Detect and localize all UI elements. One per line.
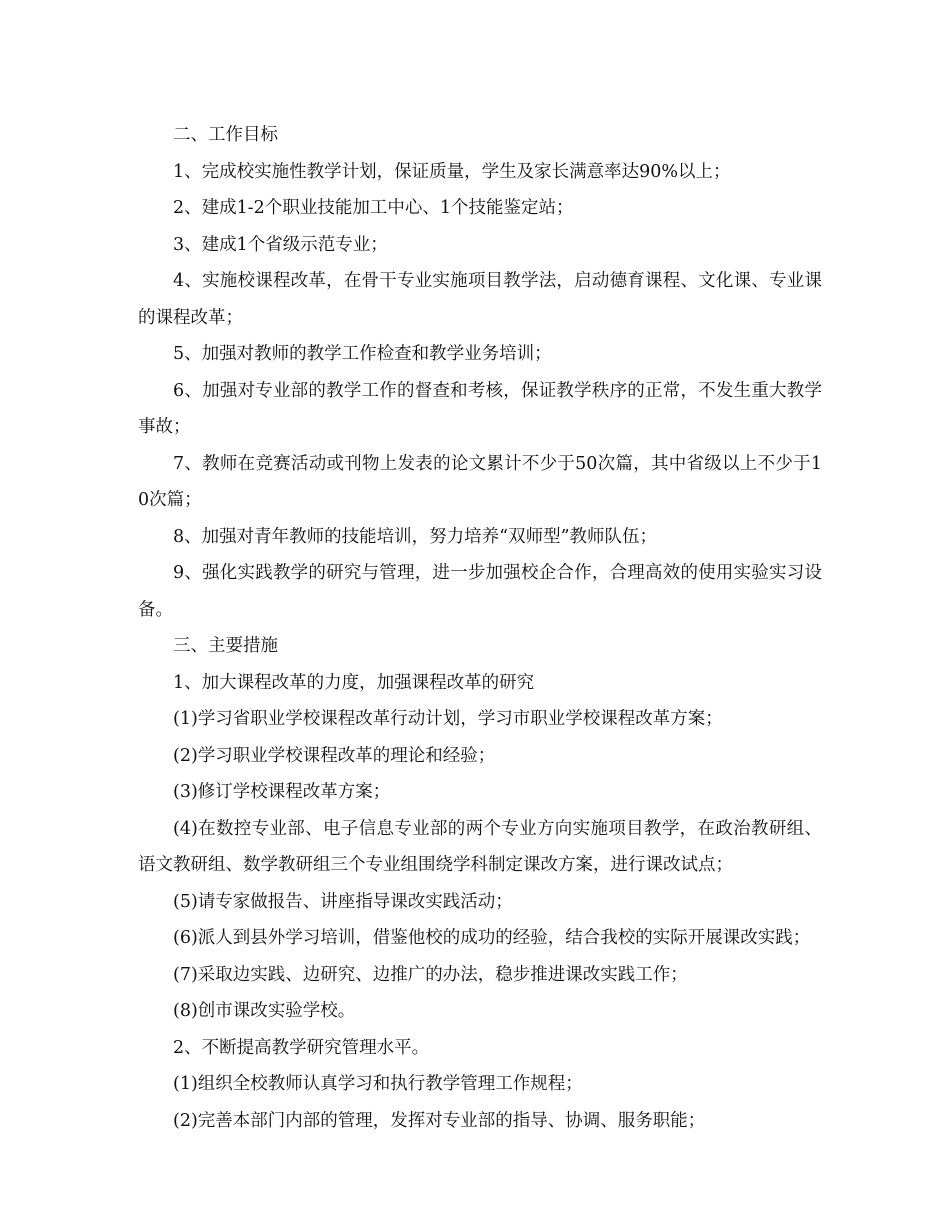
goal-item-5: 5、加强对教师的教学工作检查和教学业务培训； — [173, 344, 552, 364]
document-body — [138, 117, 822, 1139]
section-heading-goals: 二、工作目标 — [173, 125, 278, 145]
goal-item-3: 3、建成1个省级示范专业； — [173, 234, 388, 255]
goal-item-2: 2、建成1-2个职业技能加工中心、1个技能鉴定站； — [173, 198, 574, 218]
measure-1-sub-5: (5)请专家做报告、讲座指导课改实践活动； — [173, 891, 513, 912]
goal-item-1: 1、完成校实施性教学计划，保证质量，学生及家长满意率达90%以上； — [173, 161, 731, 182]
measure-heading-2: 2、不断提高教学研究管理水平。 — [173, 1037, 430, 1058]
measure-1-sub-1: (1)学习省职业学校课程改革行动计划，学习市职业学校课程改革方案； — [173, 709, 723, 729]
measure-1-sub-8: (8)创市课改实验学校。 — [173, 1001, 356, 1021]
measure-2-sub-2: (2)完善本部门内部的管理，发挥对专业部的指导、协调、服务职能； — [173, 1110, 706, 1131]
measure-1-sub-7: (7)采取边实践、边研究、边推广的办法，稳步推进课改实践工作； — [173, 964, 688, 985]
goal-item-7: 7、教师在竞赛活动或刊物上发表的论文累计不少于50次篇，其中省级以上不少于10次篇； — [138, 453, 822, 510]
measure-1-sub-6: (6)派人到县外学习培训，借鉴他校的成功的经验，结合我校的实际开展课改实践； — [173, 928, 811, 948]
measure-1-sub-2: (2)学习职业学校课程改革的理论和经验； — [173, 745, 496, 766]
goal-item-9: 9、强化实践教学的研究与管理，进一步加强校企合作，合理高效的使用实验实习设备。 — [138, 563, 822, 620]
goal-item-4: 4、实施校课程改革，在骨干专业实施项目教学法，启动德育课程、文化课、专业课的课程改革； — [138, 271, 822, 328]
goal-item-6: 6、加强对专业部的教学工作的督查和考核，保证教学秩序的正常，不发生重大教学事故； — [138, 380, 822, 437]
goal-item-8: 8、加强对青年教师的技能培训，努力培养“双师型”教师队伍； — [173, 526, 658, 547]
measure-heading-1: 1、加大课程改革的力度，加强课程改革的研究 — [173, 672, 535, 693]
measure-1-sub-4: (4)在数控专业部、电子信息专业部的两个专业方向实施项目教学，在政治教研组、语文教研组、数学教研组三个专业组围绕学科制定课改方案，进行课改试点； — [138, 818, 822, 875]
section-heading-measures: 三、主要措施 — [173, 636, 278, 656]
measure-2-sub-1: (1)组织全校教师认真学习和执行教学管理工作规程； — [173, 1074, 583, 1094]
measure-1-sub-3: (3)修订学校课程改革方案； — [173, 782, 391, 802]
